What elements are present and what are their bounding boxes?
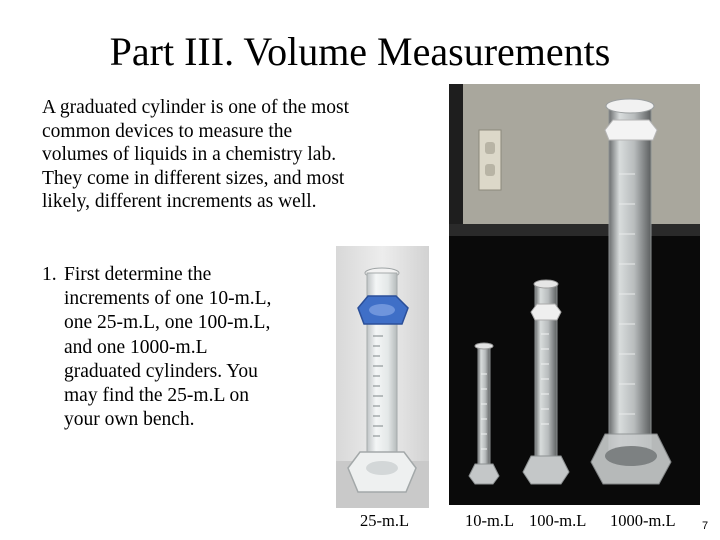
step-line: First determine the <box>64 264 212 285</box>
photo-25ml-cylinder <box>336 246 429 508</box>
step-number: 1. <box>42 264 57 285</box>
intro-line: They come in different sizes, and most <box>42 167 345 189</box>
caption-25ml: 25-m.L <box>360 511 410 530</box>
step-line: your own bench. <box>64 409 195 431</box>
intro-line: common devices to measure the <box>42 120 293 142</box>
intro-line: A graduated cylinder is one of the most <box>42 97 350 118</box>
intro-line: volumes of liquids in a chemistry lab. <box>42 144 337 166</box>
photo-three-cylinders <box>449 84 700 505</box>
caption-10ml: 10-m.L <box>465 511 515 530</box>
caption-100ml: 100-m.L <box>529 511 587 530</box>
step-line: may find the 25-m.L on <box>64 385 250 407</box>
step-line: and one 1000-m.L <box>64 336 208 358</box>
page-number: 7 <box>702 520 709 532</box>
slide-title: Part III. Volume Measurements <box>109 29 611 74</box>
step-1-instruction <box>42 263 312 432</box>
intro-line: likely, different increments as well. <box>42 191 317 213</box>
step-line: increments of one 10-m.L, <box>64 288 272 310</box>
caption-1000ml: 1000-m.L <box>610 511 676 530</box>
step-line: one 25-m.L, one 100-m.L, <box>64 312 271 334</box>
intro-paragraph <box>42 96 402 214</box>
step-line: graduated cylinders. You <box>64 360 258 382</box>
